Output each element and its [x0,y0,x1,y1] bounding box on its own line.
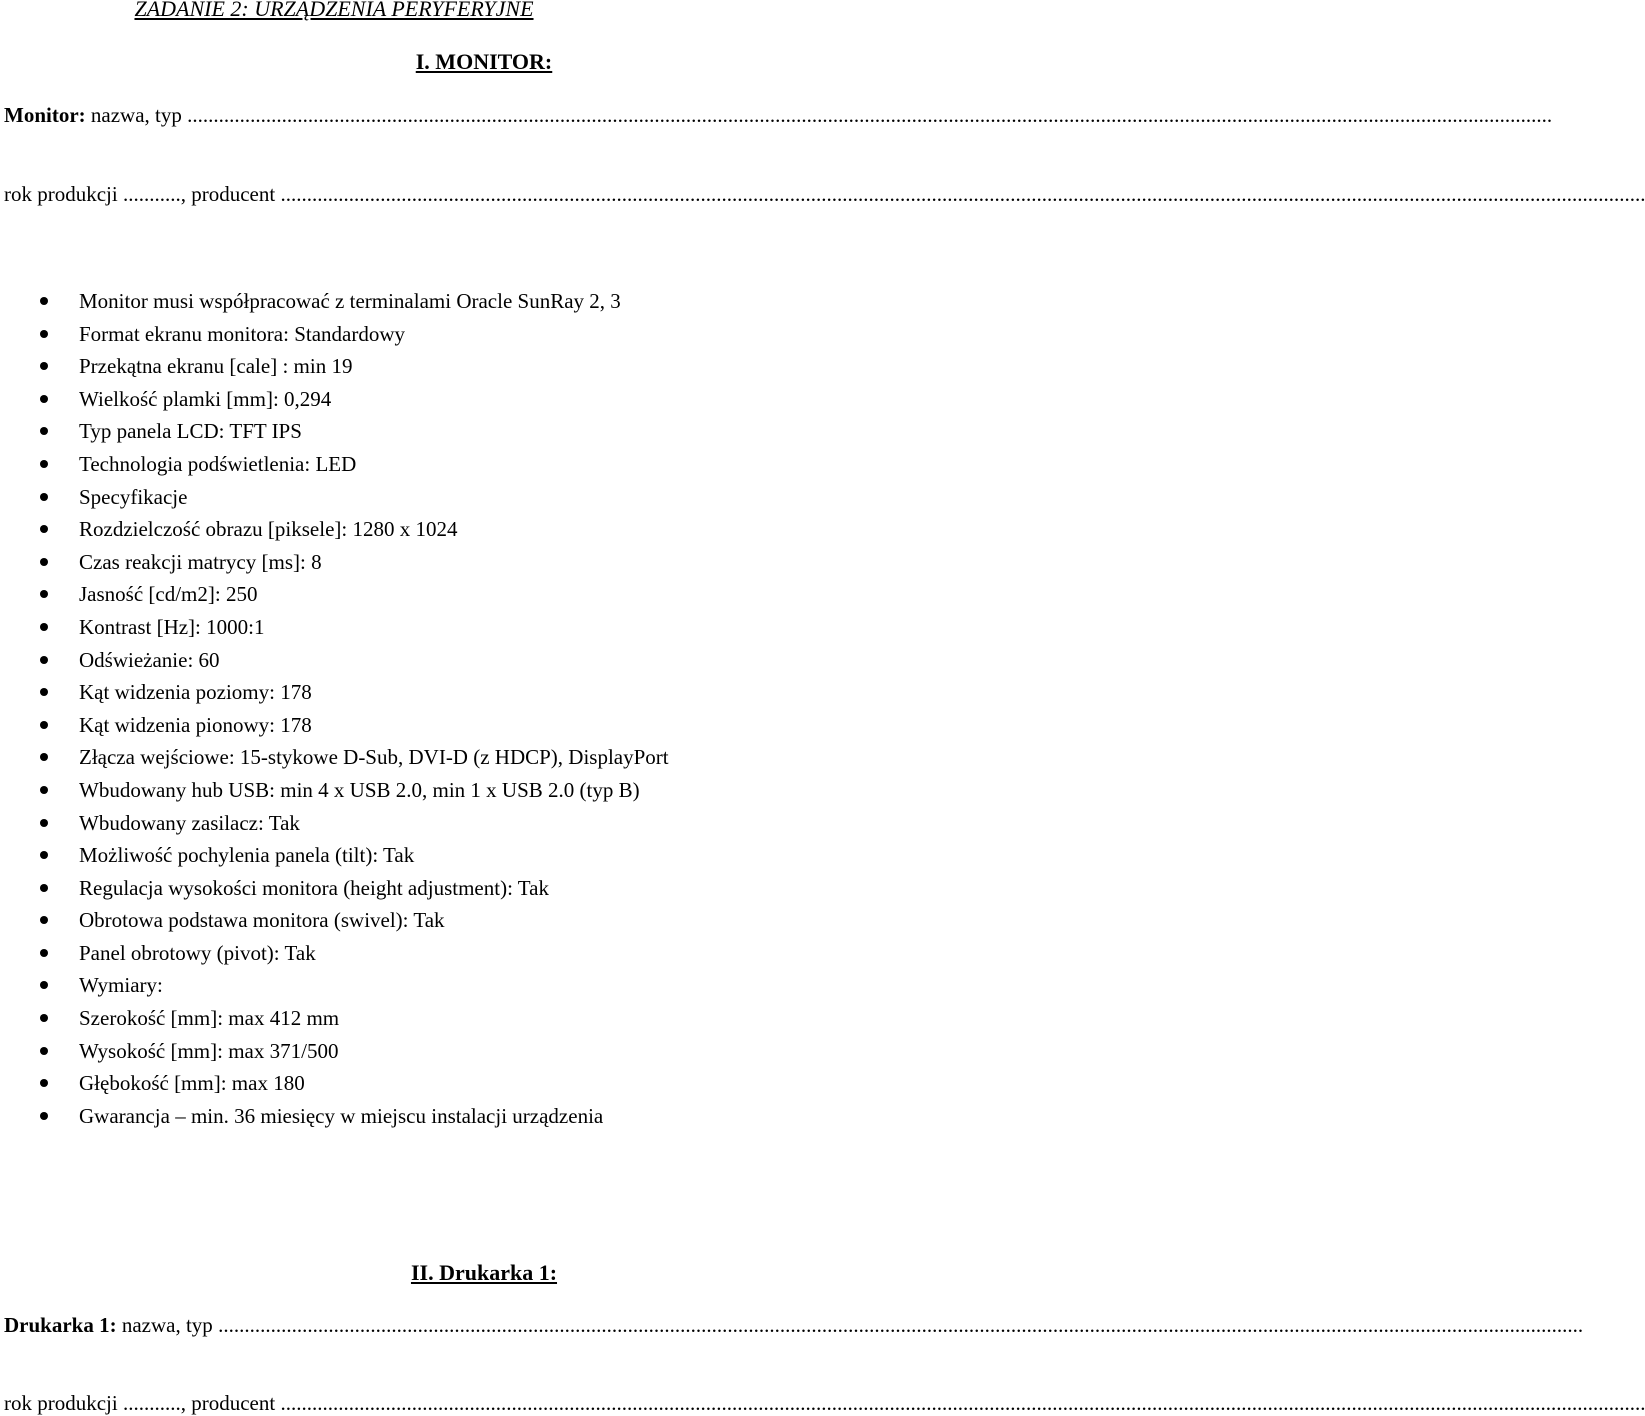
spec-list-item [0,841,960,874]
spec-item-text: Rozdzielczość obrazu [piksele]: 1280 x 1024 [79,517,458,542]
monitor-year-line [4,181,1645,207]
spec-item-text: Wymiary: [79,973,163,998]
bullet-icon [40,916,48,924]
bullet-icon [40,590,48,598]
bullet-icon [40,623,48,631]
printer-name-line [4,1312,1584,1338]
section-title-printer [4,1260,964,1286]
spec-list-item [0,1102,960,1135]
bullet-icon [40,427,48,435]
spec-list-item [0,1069,960,1102]
spec-item-text: Wysokość [mm]: max 371/500 [79,1038,339,1063]
spec-list-item [0,646,960,679]
spec-item-text: Format ekranu monitora: Standardowy [79,321,406,346]
bullet-icon [40,786,48,794]
monitor-name-text: nazwa, typ [85,103,188,127]
spec-item-text: Głębokość [mm]: max 180 [79,1071,305,1096]
spec-list-item [0,711,960,744]
printer-name-text: nazwa, typ [116,1313,219,1337]
spec-list-item [0,971,960,1004]
spec-list-item [0,515,960,548]
monitor-year-dots: .................................................................................................................................................................................................................................................................... [280,182,1645,206]
bullet-icon [40,1047,48,1055]
printer-name-dots: .................................................................................................................................................................................................................................................................... [218,1313,1584,1337]
printer-year-dots: .................................................................................................................................................................................................................................................................... [280,1391,1645,1415]
spec-item-text: Obrotowa podstawa monitora (swivel): Tak [79,908,445,933]
bullet-icon [40,753,48,761]
bullet-icon [40,949,48,957]
spec-list-item [0,874,960,907]
spec-list-item [0,450,960,483]
spec-item-text: Technologia podświetlenia: LED [79,451,357,476]
spec-list-item [0,287,960,320]
bullet-icon [40,330,48,338]
task-title [0,0,814,22]
spec-list-item [0,1004,960,1037]
spec-list-item [0,352,960,385]
spec-item-text: Kontrast [Hz]: 1000:1 [79,614,265,639]
spec-item-text: Specyfikacje [79,484,188,509]
spec-item-text: Szerokość [mm]: max 412 mm [79,1006,340,1031]
spec-item-text: Wbudowany zasilacz: Tak [79,810,300,835]
spec-list-item [0,939,960,972]
spec-list-item [0,417,960,450]
bullet-icon [40,297,48,305]
spec-list-item [0,385,960,418]
spec-list-item [0,548,960,581]
bullet-icon [40,493,48,501]
spec-item-text: Kąt widzenia pionowy: 178 [79,712,312,737]
printer-name-label: Drukarka 1: [4,1313,117,1337]
spec-list-item [0,613,960,646]
bullet-icon [40,721,48,729]
bullet-icon [40,1014,48,1022]
section-title-printer-text: II. Drukarka 1: [410,1260,558,1285]
bullet-icon [40,460,48,468]
bullet-icon [40,688,48,696]
spec-item-text: Czas reakcji matrycy [ms]: 8 [79,549,322,574]
printer-year-line [4,1390,1645,1416]
bullet-icon [40,981,48,989]
spec-item-text: Panel obrotowy (pivot): Tak [79,940,316,965]
monitor-name-label: Monitor: [4,103,86,127]
spec-list [0,287,960,1134]
monitor-name-line [4,102,1553,128]
spec-item-text: Monitor musi współpracować z terminalami Oracle SunRay 2, 3 [79,289,621,313]
spec-list-item [0,678,960,711]
section-title-monitor [4,49,964,75]
bullet-icon [40,362,48,370]
bullet-icon [40,525,48,533]
bullet-icon [40,1079,48,1087]
printer-year-text: rok produkcji ..........., producent [4,1391,281,1415]
spec-list-item [0,809,960,842]
monitor-name-dots: .................................................................................................................................................................................................................................................................... [187,103,1553,127]
bullet-icon [40,819,48,827]
bullet-icon [40,851,48,859]
task-title-text: ZADANIE 2: URZĄDZENIA PERYFERYJNE [134,0,534,21]
spec-item-text: Gwarancja – min. 36 miesięcy w miejscu instalacji urządzenia [79,1103,604,1128]
spec-list-item [0,776,960,809]
spec-list-item [0,1037,960,1070]
monitor-year-text: rok produkcji ..........., producent [4,182,281,206]
spec-list-item [0,906,960,939]
section-title-monitor-text: I. MONITOR: [415,49,553,74]
spec-list-item [0,580,960,613]
spec-item-text: Kąt widzenia poziomy: 178 [79,680,312,705]
spec-list-item [0,320,960,353]
bullet-icon [40,884,48,892]
spec-item-text: Regulacja wysokości monitora (height adjustment): Tak [79,875,549,900]
spec-item-text: Złącza wejściowe: 15-stykowe D-Sub, DVI-D (z HDCP), DisplayPort [79,745,669,770]
bullet-icon [40,656,48,664]
spec-list-item [0,743,960,776]
spec-item-text: Możliwość pochylenia panela (tilt): Tak [79,843,415,868]
spec-item-text: Wbudowany hub USB: min 4 x USB 2.0, min 1 x USB 2.0 (typ B) [79,777,640,802]
spec-item-text: Odświeżanie: 60 [79,647,220,672]
spec-item-text: Wielkość plamki [mm]: 0,294 [79,386,332,411]
spec-item-text: Jasność [cd/m2]: 250 [79,582,258,607]
spec-item-text: Przekątna ekranu [cale] : min 19 [79,354,353,379]
bullet-icon [40,1112,48,1120]
spec-list-item [0,483,960,516]
bullet-icon [40,558,48,566]
spec-item-text: Typ panela LCD: TFT IPS [79,419,302,444]
bullet-icon [40,395,48,403]
